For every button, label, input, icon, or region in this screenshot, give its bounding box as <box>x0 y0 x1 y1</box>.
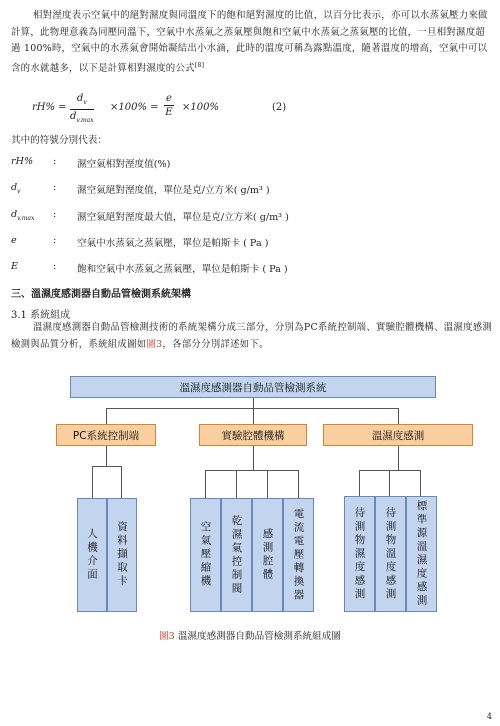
eq-fraction-2: $\frac{e}{E}$ <box>165 93 173 118</box>
group-chamber: 實驗腔體機構 <box>199 424 307 446</box>
connector <box>205 470 206 498</box>
citation-ref: [8] <box>194 61 205 69</box>
subsection-heading: 3.1 系統組成 <box>11 310 71 321</box>
symbol-row: E : 飽和空氣中水蒸氣之蒸氣壓，單位是帕斯卡 ( Pa ) <box>11 261 288 275</box>
connector <box>253 398 254 408</box>
diagram-root: 溫濕度感測器自動品管檢測系統 <box>70 376 436 398</box>
leaf-air-compressor: 空氣壓縮機 <box>190 498 221 612</box>
connector <box>106 408 107 424</box>
connector <box>253 446 254 470</box>
connector <box>106 408 398 409</box>
figure-caption: 圖3 溫濕度感測器自動品管檢測系統組成圖 <box>159 631 341 642</box>
eq-times-2: ×100% <box>182 102 219 113</box>
leaf-dut-humidity: 待測物濕度感測 <box>344 496 375 612</box>
symbol-row: rH% : 濕空氣相對溼度值(%) <box>11 156 171 170</box>
leaf-dut-temperature: 待測物溫度感測 <box>375 496 406 612</box>
eq-times-1: ×100% = <box>110 102 159 113</box>
connector <box>205 470 298 471</box>
connector <box>267 470 268 498</box>
eq-number: (2) <box>272 102 287 113</box>
symbol-row: $d_v$ : 濕空氣絕對溼度值，單位是克/立方米( g/m³ ) <box>11 182 270 196</box>
connector <box>420 470 421 496</box>
connector <box>236 470 237 498</box>
symbol-row: $d_{v.max}$ : 濕空氣絕對溼度最大值，單位是克/立方米( g/m³ ) <box>11 209 289 223</box>
connector <box>389 470 390 496</box>
leaf-dry-wet-valve: 乾濕氣控制閥 <box>221 498 252 612</box>
leaf-iv-converter: 電流電壓轉換器 <box>283 498 314 612</box>
group-pc-control: PC系統控制端 <box>56 424 156 446</box>
section-paragraph: 溫濕度感測器自動品管檢測技術的系統架構分成三部分，分別為PC系統控制端、實驗腔體機構、溫濕度感測檢測與品質分析，系統組成圖如圖3，各部分分別詳述如下。 <box>11 322 493 350</box>
connector <box>92 466 93 498</box>
leaf-reference-sensor: 標準源溫濕度感測 <box>406 496 437 612</box>
figure-reference: 圖3 <box>146 338 163 350</box>
intro-paragraph: 相對溼度表示空氣中的絕對濕度與同溫度下的飽和絕對濕度的比值，以百分比表示，亦可以水蒸氣壓力來做計算，此物理意義為同壓同溫下，空氣中水蒸氣之蒸氣壓與飽和空氣中水蒸氣之蒸氣壓的比值，一旦相對濕度超過 100%時，空氣中的水蒸氣會開始凝結出小水滴，此時的溫度可稱為露點溫度，隨著溫度的增高，空氣中可以含的水就越多，以下是計算相對濕度的公式[8] <box>11 10 488 74</box>
page-number: 4 <box>486 712 492 721</box>
connector <box>106 446 107 466</box>
connector <box>298 470 299 498</box>
connector <box>121 466 122 498</box>
connector <box>92 466 121 467</box>
eq-lhs: rH% = <box>32 102 67 113</box>
leaf-sensing-chamber: 感測腔體 <box>252 498 283 612</box>
symbols-intro: 其中的符號分別代表： <box>11 135 107 146</box>
section-heading: 三、溫濕度感測器自動品管檢測系統架構 <box>11 289 191 300</box>
connector <box>359 470 360 496</box>
connector <box>398 408 399 424</box>
connector <box>398 446 399 470</box>
eq-fraction-1: $d_v$ $d_{v.max}$ <box>70 93 94 124</box>
connector <box>253 408 254 424</box>
leaf-hmi: 人機介面 <box>77 498 107 612</box>
leaf-daq-card: 資料擷取卡 <box>107 498 137 612</box>
group-sensing: 溫濕度感測 <box>323 424 473 446</box>
symbol-row: e : 空氣中水蒸氣之蒸氣壓，單位是帕斯卡 ( Pa ) <box>11 235 269 249</box>
